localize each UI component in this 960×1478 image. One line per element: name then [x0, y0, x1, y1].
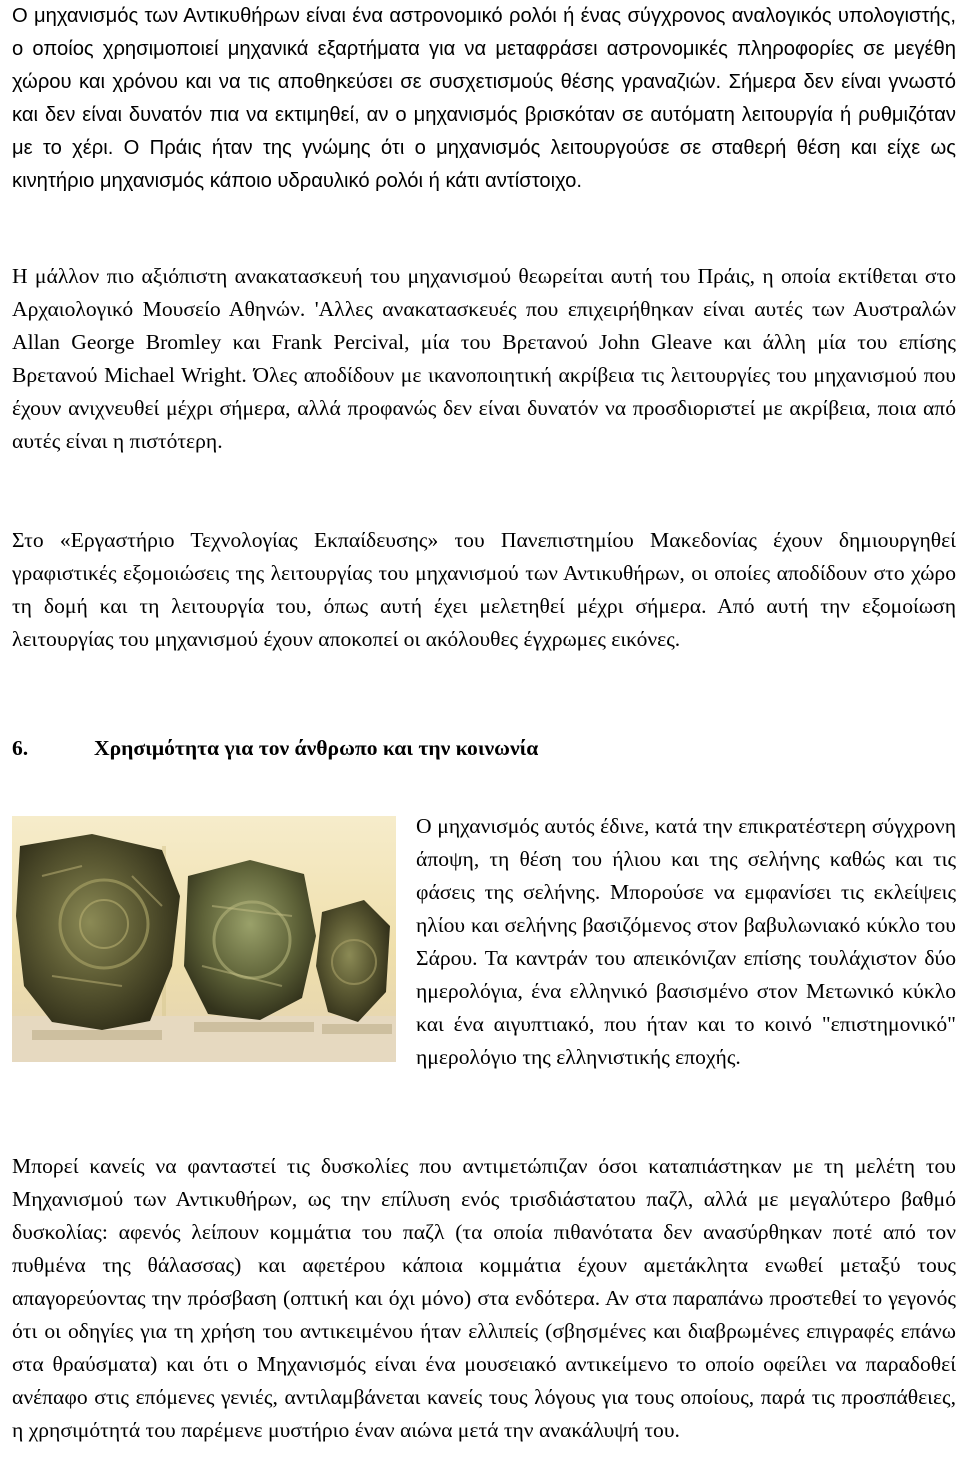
- fragments-illustration: [12, 816, 396, 1062]
- paragraph-simulation: Στο «Εργαστήριο Τεχνολογίας Εκπαίδευσης» του Πανεπιστημίου Μακεδονίας έχουν δημιουργηθεί γραφιστικές εξομοιώσεις της λειτουργίας του μηχανισμού των Αντικυθήρων, οι οποίες αποδίδουν στο χώρο τη δομή και τη λειτουργία του, όπως αυτή έχει μελετηθεί μέχρι σήμερα. Από αυτή την εξομοίωση λειτουργίας του μηχανισμού έχουν αποκοπεί οι ακόλουθες έγχρωμες εικόνες.: [12, 528, 956, 651]
- paragraph-reconstructions: Η μάλλον πιο αξιόπιστη ανακατασκευή του μηχανισμού θεωρείται αυτή του Πράις, η οποία εκτίθεται στο Αρχαιολογικό Μουσείο Αθηνών. 'Αλλες ανακατασκευές που επιχειρήθηκαν είναι αυτές των Αυστραλών Allan George Bromley και Frank Percival, μία του Βρετανού John Gleave και άλλη μία του επίσης Βρετανού Michael Wright. Όλες αποδίδουν με ικανοποιητική ακρίβεια τις λειτουργίες του μηχανισμού που έχουν ανιχνευθεί μέχρι σήμερα, αλλά προφανώς δεν είναι δυνατόν να προσδιοριστεί με ακρίβεια, ποια από αυτές είναι η πιστότερη.: [12, 264, 956, 453]
- antikythera-fragments-photo: [12, 816, 396, 1062]
- paragraph-usefulness: Ο μηχανισμός αυτός έδινε, κατά την επικρατέστερη σύγχρονη άποψη, τη θέση του ήλιου και της σελήνης καθώς και τις φάσεις της σελήνης. Μπορούσε να εμφανίσει τις εκλείψεις ηλίου και σελήνης βασιζόμενος στον βαβυλωνιακό κύκλο του Σάρου. Τα καντράν του απεικόνιζαν επίσης τουλάχιστον δύο ημερολόγια, ένα ελληνικό βασισμένο στον Μετωνικό κύκλο και ένα αιγυπτιακό, που ήταν και το κοινό "επιστημονικό" ημερολόγιο της ελληνιστικής εποχής.: [416, 814, 956, 1069]
- figure-text-block: [12, 810, 956, 1074]
- section-title: Χρησιμότητα για τον άνθρωπο και την κοινωνία: [94, 736, 539, 760]
- section-heading: [12, 733, 956, 763]
- paragraph-difficulties: Μπορεί κανείς να φανταστεί τις δυσκολίες που αντιμετώπιζαν όσοι καταπιάστηκαν με τη μελέτη του Μηχανισμού των Αντικυθήρων, ως την επίλυση ενός τρισδιάστατου παζλ, αλλά με μεγαλύτερο βαθμό δυσκολίας: αφενός λείπουν κομμάτια του παζλ (τα οποία πιθανότατα δεν ανασύρθηκαν ποτέ από τον πυθμένα της θάλασσας) και αφετέρου κάποια κομμάτια έχουν αμετάκλητα ενωθεί μεταξύ τους απαγορεύοντας την πρόσβαση (οπτική και όχι μόνο) στα ενδότερα. Αν στα παραπάνω προστεθεί το γεγονός ότι οι οδηγίες για τη χρήση του αντικειμένου ήταν ελλιπείς (σβησμένες και διαβρωμένες επιγραφές επάνω στα θραύσματα) και ότι ο Μηχανισμός είναι ένα μουσειακό αντικείμενο το οποίο οφείλει να παραδοθεί ανέπαφο στις επόμενες γενιές, αντιλαμβάνεται κανείς τους λόγους για τους οποίους, παρά τις προσπάθειες, η χρησιμότητά του παρέμενε μυστήριο έναν αιώνα μετά την ανακάλυψή του.: [12, 1154, 956, 1442]
- paragraph-mechanism-intro: Ο μηχανισμός των Αντικυθήρων είναι ένα αστρονομικό ρολόι ή ένας σύγχρονος αναλογικός υπολογιστής, ο οποίος χρησιμοποιεί μηχανικά εξαρτήματα για να μεταφράσει αστρονομικές πληροφορίες σε μεγέθη χώρου και χρόνου και να τις αποθηκεύσει σε συσχετισμούς θέσης γραναζιών. Σήμερα δεν είναι γνωστό και δεν είναι δυνατόν πια να εκτιμηθεί, αν ο μηχανισμός βρισκόταν σε αυτόματη λειτουργία ή ρυθμιζόταν με το χέρι. Ο Πράις ήταν της γνώμης ότι ο μηχανισμός λειτουργούσε σε σταθερή θέση και είχε ως κινητήριο μηχανισμός κάποιο υδραυλικό ρολόι ή κάτι αντίστοιχο.: [12, 5, 956, 192]
- section-number: 6.: [12, 736, 29, 760]
